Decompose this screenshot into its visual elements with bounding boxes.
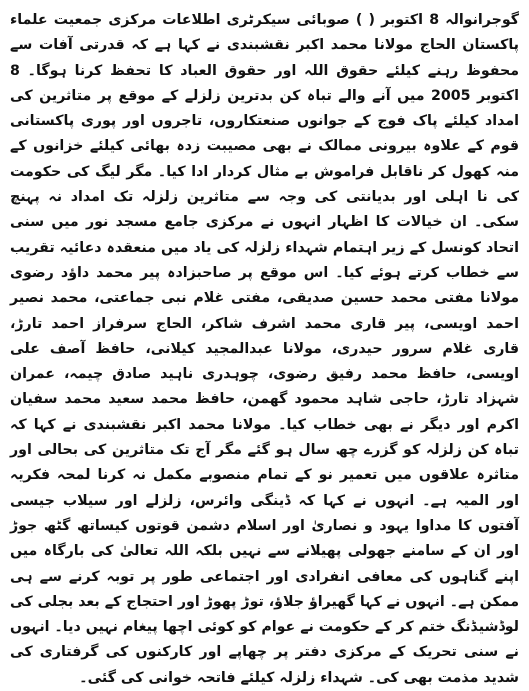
article-paragraph: گوجرانوالہ 8 اکتوبر ( ) صوبائی سیکرٹری اطلاعات مرکزی جمعیت علماء پاکستان الحاج مولانا محمد اکبر نقشبندی نے کہا ہے کہ قدرتی آفات سے محفوظ رہنے کیلئے حقوق اللہ اور حقوق العباد کا تحفظ کرنا ہوگا۔ 8 اکتوبر 2005 میں آنے والے تباہ کن بدترین زلزلے کے موقع پر متاثرین کی امداد کیلئے پاک فوج کے جوانوں صنعتکاروں، تاجروں اور پوری پاکستانی قوم کے علاوہ بیرونی ممالک نے بھی مصیبت زدہ بھائی کیلئے خزانوں کے منہ کھول کر ناقابل فراموش بے مثال کردار ادا کیا۔ مگر لیگ کی حکومت کی نا اہلی اور بدیانتی کی وجہ سے متاثرین زلزلہ تک امداد نہ پہنچ سکی۔ ان خیالات کا اظہار انہوں نے مرکزی جامع مسجد نور میں سنی اتحاد کونسل کے زیر اہتمام شہداء زلزلہ کی یاد میں منعقدہ دعائیہ تقریب سے خطاب کرتے ہوئے کیا۔ اس موقع پر صاحبزادہ پیر محمد داؤد رضوی مولانا مفتی محمد حسین صدیقی، مفتی غلام نبی جماعتی، محمد نصیر احمد اویسی، پیر قاری محمد اشرف شاکر، الحاج سرفراز احمد تارڑ، قاری غلام سرور حیدری، مولانا عبدالمجید کیلانی، حافظ آصف علی اویسی، حافظ محمد رفیق رضوی، چوہدری ناہید صادق چیمہ، عمران شہزاد تارڑ، حاجی شاہد محمود گھمن، حافظ محمد سعید محمد سفیان اکرم اور دیگر نے بھی خطاب کیا۔ مولانا محمد اکبر نقشبندی نے کہا کہ تباہ کن زلزلہ کو گزرے چھ سال ہو گئے مگر آج تک متاثرین کی بحالی اور متاثرہ علاقوں میں تعمیر نو کے تمام منصوبے مکمل نہ کرنا لمحہ فکریہ اور المیہ ہے۔ انہوں نے کہا کہ ڈینگی وائرس، زلزلے اور سیلاب جیسی آفتوں کا مداوا یہود و نصاریٰ اور اسلام دشمن قوتوں کیساتھ گٹھ جوڑ اور ان کے سامنے جھولی پھیلانے سے نہیں بلکہ اللہ تعالیٰ کی بارگاہ میں اپنے گناہوں کی معافی انفرادی اور اجتماعی طور پر توبہ کرنے سے ہی ممکن ہے۔ انہوں نے کہا گھیراؤ جلاؤ، توڑ پھوڑ اور احتجاج کے بعد بجلی کی لوڈشیڈنگ ختم کر کے حکومت نے عوام کو کوئی اچھا پیغام نہیں دیا۔ انہوں نے سنی تحریک کے مرکزی دفتر پر چھاپے اور کارکنوں کی گرفتاری کی شدید مذمت بھی کی۔ شہداء زلزلہ کیلئے فاتحہ خوانی کی گئی۔ (10, 12, 519, 686)
news-article (4, 0, 525, 686)
